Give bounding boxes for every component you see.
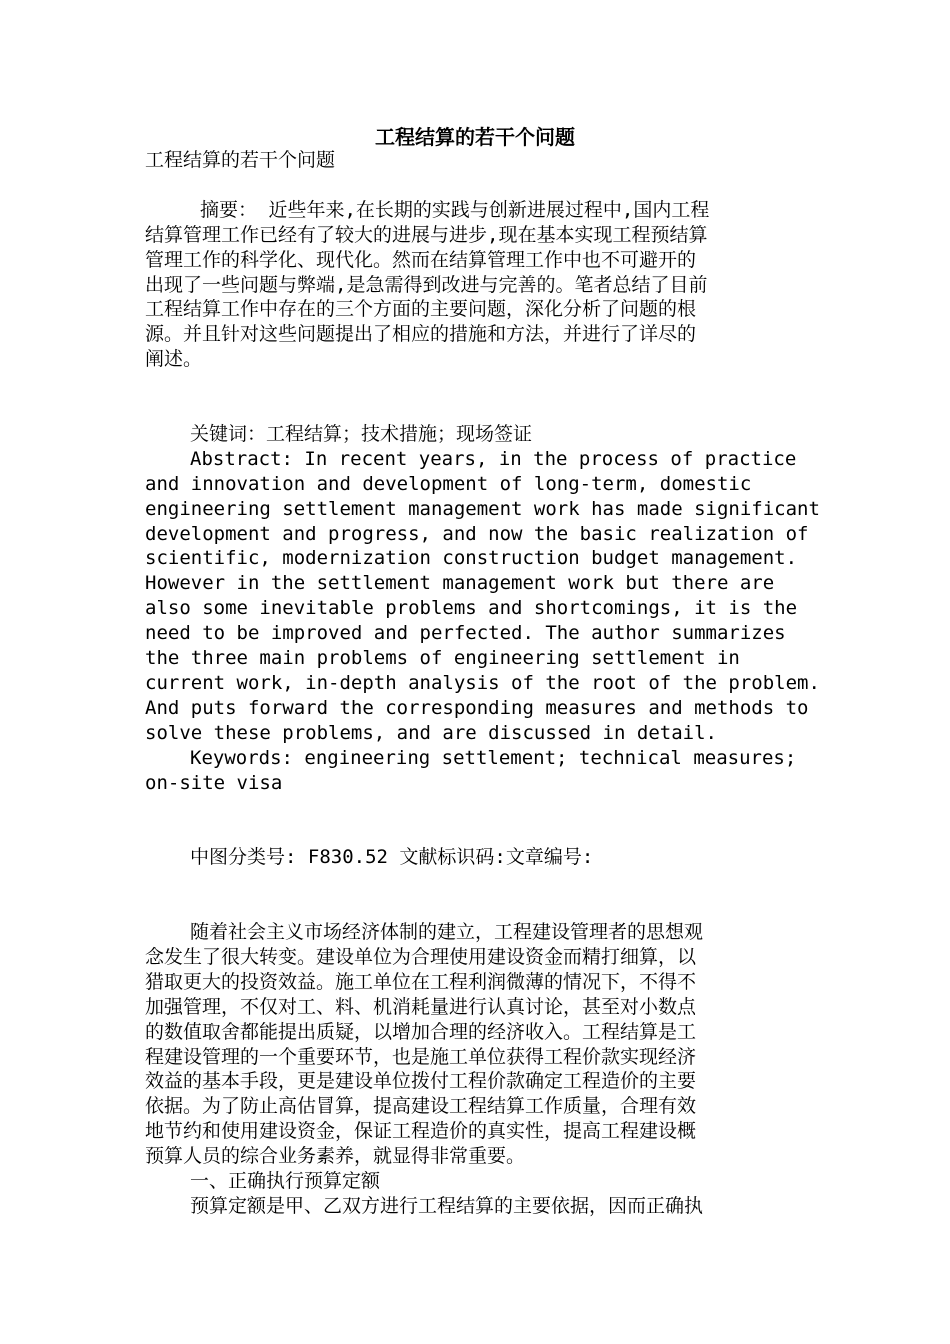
document-subtitle: 工程结算的若干个问题 (145, 149, 336, 171)
abstract-cn-line: 结算管理工作已经有了较大的进展与进步,现在基本实现工程预结算 (145, 223, 708, 246)
abstract-en-line: However in the settlement management work but there are (145, 572, 775, 595)
abstract-cn-line: 工程结算工作中存在的三个方面的主要问题，深化分析了问题的根 (145, 298, 697, 321)
keywords-en-line: Keywords: engineering settlement; technical measures; (190, 746, 797, 769)
keywords-cn: 关键词：工程结算；技术措施；现场签证 (190, 422, 533, 445)
document-title: 工程结算的若干个问题 (375, 125, 575, 149)
abstract-en-line: and innovation and development of long-term, domestic (145, 472, 752, 495)
body-line: 加强管理，不仅对工、料、机消耗量进行认真讨论，甚至对小数点 (145, 995, 697, 1018)
body-line: 效益的基本手段，更是建设单位拨付工程价款确定工程造价的主要 (145, 1070, 697, 1093)
abstract-en-line: the three main problems of engineering settlement in (145, 647, 740, 670)
body-line: 地节约和使用建设资金，保证工程造价的真实性，提高工程建设概 (145, 1120, 697, 1143)
body-line: 随着社会主义市场经济体制的建立，工程建设管理者的思想观 (190, 921, 704, 944)
abstract-cn-line: 摘要： 近些年来,在长期的实践与创新进展过程中,国内工程 (200, 198, 710, 221)
section-text-line: 预算定额是甲、乙双方进行工程结算的主要依据，因而正确执 (190, 1195, 704, 1217)
abstract-en-line: engineering settlement management work has made significant (145, 497, 820, 520)
abstract-en-line: scientific, modernization construction budget management. (145, 547, 798, 570)
body-line: 预算人员的综合业务素养，就显得非常重要。 (145, 1145, 526, 1168)
abstract-en-line: development and progress, and now the basic realization of (145, 522, 809, 545)
section-heading: 一、正确执行预算定额 (190, 1170, 381, 1193)
abstract-en-line: Abstract: In recent years, in the process of practice (190, 447, 797, 470)
spacer (145, 870, 810, 920)
spacer (145, 372, 810, 422)
keywords-en-line: on-site visa (145, 771, 283, 794)
abstract-cn-line: 阐述。 (145, 348, 203, 371)
body-line: 猎取更大的投资效益。施工单位在工程利润微薄的情况下，不得不 (145, 970, 697, 993)
body-line: 依据。为了防止高估冒算，提高建设工程结算工作质量，合理有效 (145, 1095, 697, 1118)
body-line: 程建设管理的一个重要环节，也是施工单位获得工程价款实现经济 (145, 1045, 697, 1068)
abstract-en-line: need to be improved and perfected. The author summarizes (145, 622, 786, 645)
spacer (145, 173, 810, 198)
abstract-cn-line: 出现了一些问题与弊端,是急需得到改进与完善的。笔者总结了目前 (145, 273, 708, 296)
abstract-en-line: And puts forward the corresponding measures and methods to (145, 696, 809, 719)
spacer (145, 796, 810, 846)
classification-line: 中图分类号: F830.52 文献标识码:文章编号: (190, 846, 594, 869)
abstract-en-line: solve these problems, and are discussed in detail. (145, 721, 717, 744)
abstract-en-line: current work, in-depth analysis of the root of the problem. (145, 672, 820, 694)
abstract-cn-line: 源。并且针对这些问题提出了相应的措施和方法，并进行了详尽的 (145, 323, 697, 346)
body-line: 念发生了很大转变。建设单位为合理使用建设资金而精打细算，以 (145, 945, 697, 968)
body-line: 的数值取舍都能提出质疑，以增加合理的经济收入。工程结算是工 (145, 1020, 697, 1043)
abstract-cn-line: 管理工作的科学化、现代化。然而在结算管理工作中也不可避开的 (145, 248, 697, 271)
document-body (145, 148, 820, 1219)
abstract-en-line: also some inevitable problems and shortcomings, it is the (145, 597, 798, 620)
